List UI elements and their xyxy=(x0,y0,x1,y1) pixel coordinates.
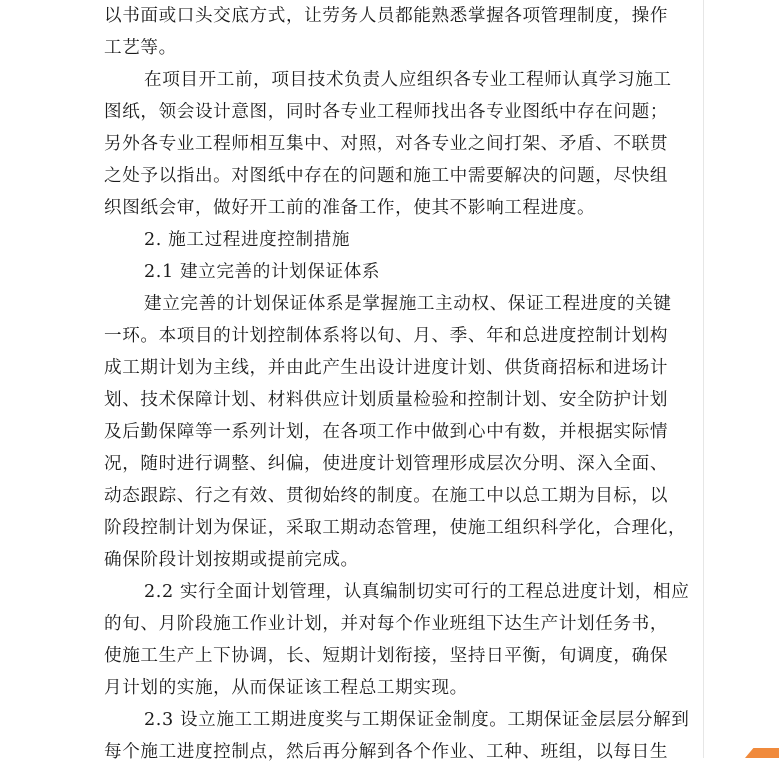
paragraph-line: 以书面或口头交底方式，让劳务人员都能熟悉掌握各项管理制度，操作 xyxy=(104,6,669,26)
paragraph-line: 的旬、月阶段施工作业计划，并对每个作业班组下达生产计划任务书， xyxy=(104,614,669,634)
paragraph-line: 划、技术保障计划、材料供应计划质量检验和控制计划、安全防护计划 xyxy=(104,390,669,410)
page-edge-divider xyxy=(703,0,704,758)
paragraph-line: 及后勤保障等一系列计划，在各项工作中做到心中有数，并根据实际情 xyxy=(104,422,669,442)
paragraph-line: 况，随时进行调整、纠偏，使进度计划管理形成层次分明、深入全面、 xyxy=(104,454,669,474)
paragraph-line: 月计划的实施，从而保证该工程总工期实现。 xyxy=(104,678,468,698)
paragraph-line: 每个施工进度控制点，然后再分解到各个作业、工种、班组，以每日生 xyxy=(104,742,669,762)
paragraph-line: 一环。本项目的计划控制体系将以旬、月、季、年和总进度控制计划构 xyxy=(104,326,669,346)
paragraph-line: 2.3 设立施工工期进度奖与工期保证金制度。工期保证金层层分解到 xyxy=(144,710,690,730)
section-heading: 2. 施工过程进度控制措施 xyxy=(144,230,351,250)
paragraph-line: 之处予以指出。对图纸中存在的问题和施工中需要解决的问题，尽快组 xyxy=(104,166,669,186)
paragraph-line: 图纸，领会设计意图，同时各专业工程师找出各专业图纸中存在问题； xyxy=(104,102,669,122)
subsection-heading: 2.1 建立完善的计划保证体系 xyxy=(144,262,381,282)
corner-accent-stripe xyxy=(745,748,779,758)
paragraph-line: 织图纸会审，做好开工前的准备工作，使其不影响工程进度。 xyxy=(104,198,596,218)
paragraph-line: 阶段控制计划为保证，采取工期动态管理，使施工组织科学化，合理化， xyxy=(104,518,687,538)
paragraph-line: 建立完善的计划保证体系是掌握施工主动权、保证工程进度的关键 xyxy=(144,294,672,314)
paragraph-line: 工艺等。 xyxy=(104,38,177,58)
paragraph-line: 2.2 实行全面计划管理，认真编制切实可行的工程总进度计划，相应 xyxy=(144,582,690,602)
paragraph-line: 使施工生产上下协调，长、短期计划衔接，坚持日平衡，旬调度，确保 xyxy=(104,646,669,666)
paragraph-line: 在项目开工前，项目技术负责人应组织各专业工程师认真学习施工 xyxy=(144,70,672,90)
paragraph-line: 另外各专业工程师相互集中、对照，对各专业之间打架、矛盾、不联贯 xyxy=(104,134,669,154)
paragraph-line: 动态跟踪、行之有效、贯彻始终的制度。在施工中以总工期为目标，以 xyxy=(104,486,669,506)
paragraph-line: 成工期计划为主线，并由此产生出设计进度计划、供货商招标和进场计 xyxy=(104,358,669,378)
paragraph-line: 确保阶段计划按期或提前完成。 xyxy=(104,550,359,570)
